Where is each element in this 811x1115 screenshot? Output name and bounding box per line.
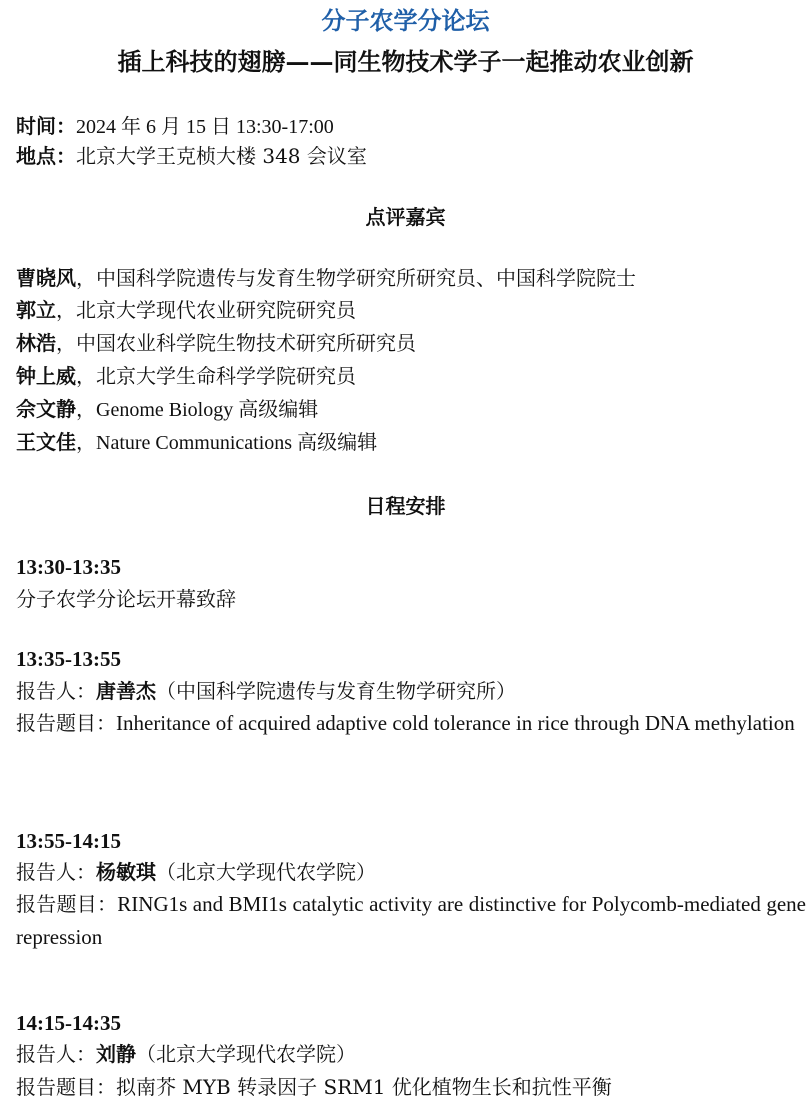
guest-item (16, 427, 807, 458)
speaker-name: 刘静 (96, 1042, 136, 1066)
guest-name: 钟上威 (16, 364, 76, 388)
schedule-speaker (16, 1039, 807, 1069)
guest-item (16, 328, 807, 358)
event-place (16, 141, 807, 171)
topic-text: Inheritance of acquired adaptive cold tolerance in rice through DNA methylation (116, 711, 795, 735)
topic-text: 拟南芥 MYB 转录因子 SRM1 优化植物生长和抗性平衡 (116, 1075, 612, 1099)
speaker-name: 杨敏琪 (96, 860, 156, 884)
speaker-label: 报告人： (16, 1042, 96, 1066)
forum-title: 分子农学分论坛 (321, 6, 490, 35)
guest-description: ，Nature Communications 高级编辑 (76, 432, 378, 454)
speaker-affiliation: （北京大学现代农学院） (136, 1042, 356, 1066)
guest-item (16, 394, 807, 425)
guest-item (16, 361, 807, 391)
guests-heading: 点评嘉宾 (365, 205, 446, 229)
guest-description: ，北京大学现代农业研究院研究员 (56, 298, 356, 322)
schedule-topic (16, 1072, 807, 1102)
schedule-time: 13:55-14:15 (16, 829, 121, 853)
place-label: 地点： (16, 144, 76, 168)
forum-subtitle: 插上科技的翅膀——同生物技术学子一起推动农业创新 (117, 47, 694, 76)
guest-name: 佘文静 (16, 397, 76, 421)
guest-name: 郭立 (16, 298, 56, 322)
topic-label: 报告题目： (16, 711, 116, 735)
speaker-name: 唐善杰 (96, 679, 156, 703)
guest-name: 王文佳 (16, 430, 76, 454)
speaker-label: 报告人： (16, 860, 96, 884)
guest-name: 林浩 (16, 331, 56, 355)
schedule-topic (16, 707, 806, 740)
schedule-time: 13:35-13:55 (16, 647, 121, 671)
guest-description: ，Genome Biology 高级编辑 (76, 399, 319, 421)
guest-item (16, 295, 807, 325)
schedule-speaker (16, 676, 807, 706)
schedule-time: 14:15-14:35 (16, 1011, 121, 1035)
schedule-text: 分子农学分论坛开幕致辞 (16, 587, 236, 611)
speaker-affiliation: （中国科学院遗传与发育生物学研究所） (156, 679, 516, 703)
guest-description: ，中国农业科学院生物技术研究所研究员 (56, 331, 416, 355)
guest-name: 曹晓风 (16, 266, 76, 290)
schedule-heading: 日程安排 (365, 494, 446, 518)
event-time (16, 111, 807, 142)
time-label: 时间： (16, 114, 76, 138)
schedule-topic (16, 888, 806, 954)
schedule-time: 13:30-13:35 (16, 555, 121, 579)
topic-label: 报告题目： (16, 1075, 116, 1099)
guest-item (16, 263, 807, 293)
topic-label: 报告题目： (16, 892, 118, 916)
guest-description: ，北京大学生命科学学院研究员 (76, 364, 356, 388)
guest-description: ，中国科学院遗传与发育生物学研究所研究员、中国科学院院士 (76, 266, 636, 290)
time-value: 2024 年 6 月 15 日 13:30-17:00 (76, 116, 334, 138)
speaker-label: 报告人： (16, 679, 96, 703)
schedule-speaker (16, 857, 807, 887)
speaker-affiliation: （北京大学现代农学院） (156, 860, 376, 884)
topic-text: RING1s and BMI1s catalytic activity are distinctive for Polycomb-mediated gene repression (16, 892, 807, 949)
place-value: 北京大学王克桢大楼 348 会议室 (76, 144, 367, 168)
